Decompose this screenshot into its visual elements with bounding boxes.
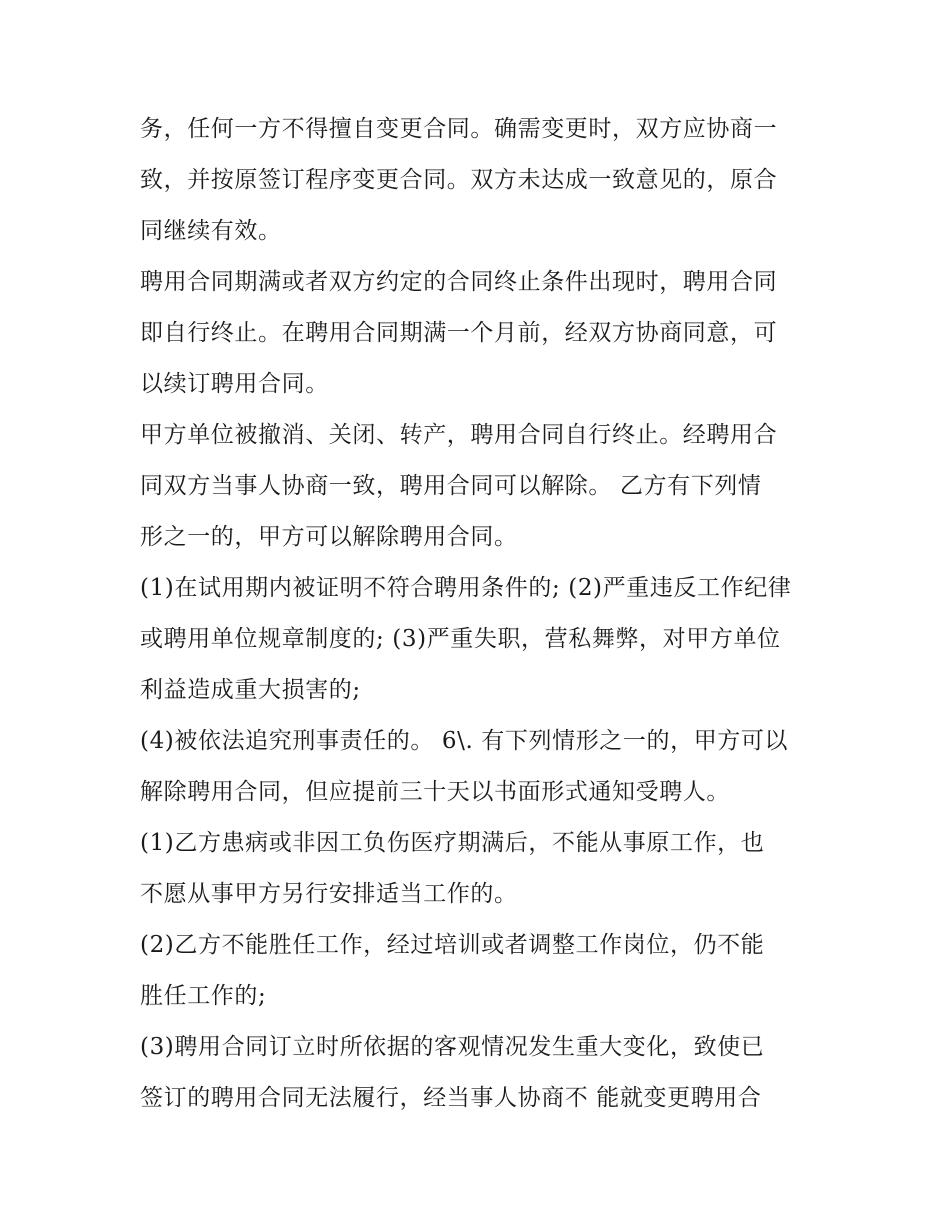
text-line: 形之一的，甲方可以解除聘用合同。 bbox=[140, 524, 518, 550]
text-line: 即自行终止。在聘用合同期满一个月前，经双方协商同意，可 bbox=[140, 320, 778, 346]
text-line: 以续订聘用合同。 bbox=[140, 371, 329, 397]
text-line: (2)乙方不能胜任工作，经过培训或者调整工作岗位，仍不能 bbox=[140, 932, 765, 958]
text-line: 利益造成重大损害的; bbox=[140, 677, 361, 703]
text-line: (1)在试用期内被证明不符合聘用条件的; (2)严重违反工作纪律 bbox=[140, 575, 792, 601]
text-line: 致，并按原签订程序变更合同。双方未达成一致意见的，原合 bbox=[140, 167, 778, 193]
text-line: (4)被依法追究刑事责任的。 6\. 有下列情形之一的，甲方可以 bbox=[140, 728, 789, 754]
text-line: 聘用合同期满或者双方约定的合同终止条件出现时，聘用合同 bbox=[140, 269, 778, 295]
text-line: 解除聘用合同，但应提前三十天以书面形式通知受聘人。 bbox=[140, 779, 730, 805]
text-line: 或聘用单位规章制度的; (3)严重失职，营私舞弊，对甲方单位 bbox=[140, 626, 781, 652]
text-line: 签订的聘用合同无法履行，经当事人协商不 能就变更聘用合 bbox=[140, 1085, 762, 1111]
text-line: 同双方当事人协商一致，聘用合同可以解除。 乙方有下列情 bbox=[140, 473, 762, 499]
text-line: 不愿从事甲方另行安排适当工作的。 bbox=[140, 881, 518, 907]
text-line: 同继续有效。 bbox=[140, 218, 282, 244]
text-line: 胜任工作的; bbox=[140, 983, 267, 1009]
contract-text bbox=[140, 104, 820, 1124]
text-line: 甲方单位被撤消、关闭、转产，聘用合同自行终止。经聘用合 bbox=[140, 422, 778, 448]
text-line: (1)乙方患病或非因工负伤医疗期满后，不能从事原工作，也 bbox=[140, 830, 765, 856]
text-line: (3)聘用合同订立时所依据的客观情况发生重大变化，致使已 bbox=[140, 1034, 765, 1060]
text-line: 务，任何一方不得擅自变更合同。确需变更时，双方应协商一 bbox=[140, 116, 778, 142]
